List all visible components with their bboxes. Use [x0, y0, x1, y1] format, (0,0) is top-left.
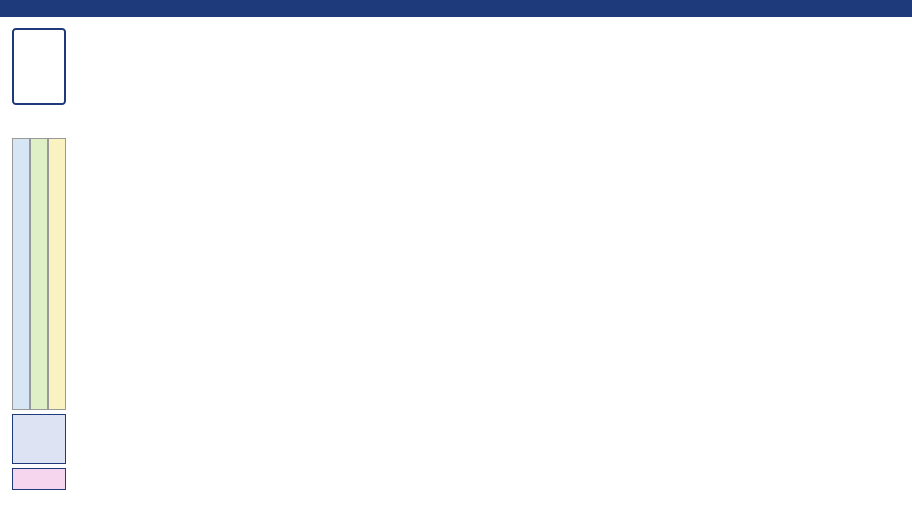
- comm-section-label: [12, 468, 66, 490]
- nine-core-values-box: [12, 28, 66, 105]
- taktikal-label-column: [48, 138, 66, 410]
- cyber-section-label: [12, 414, 66, 464]
- page-title: [0, 0, 912, 17]
- operasional-label-column: [30, 138, 48, 410]
- strategik-label-column: [12, 138, 30, 410]
